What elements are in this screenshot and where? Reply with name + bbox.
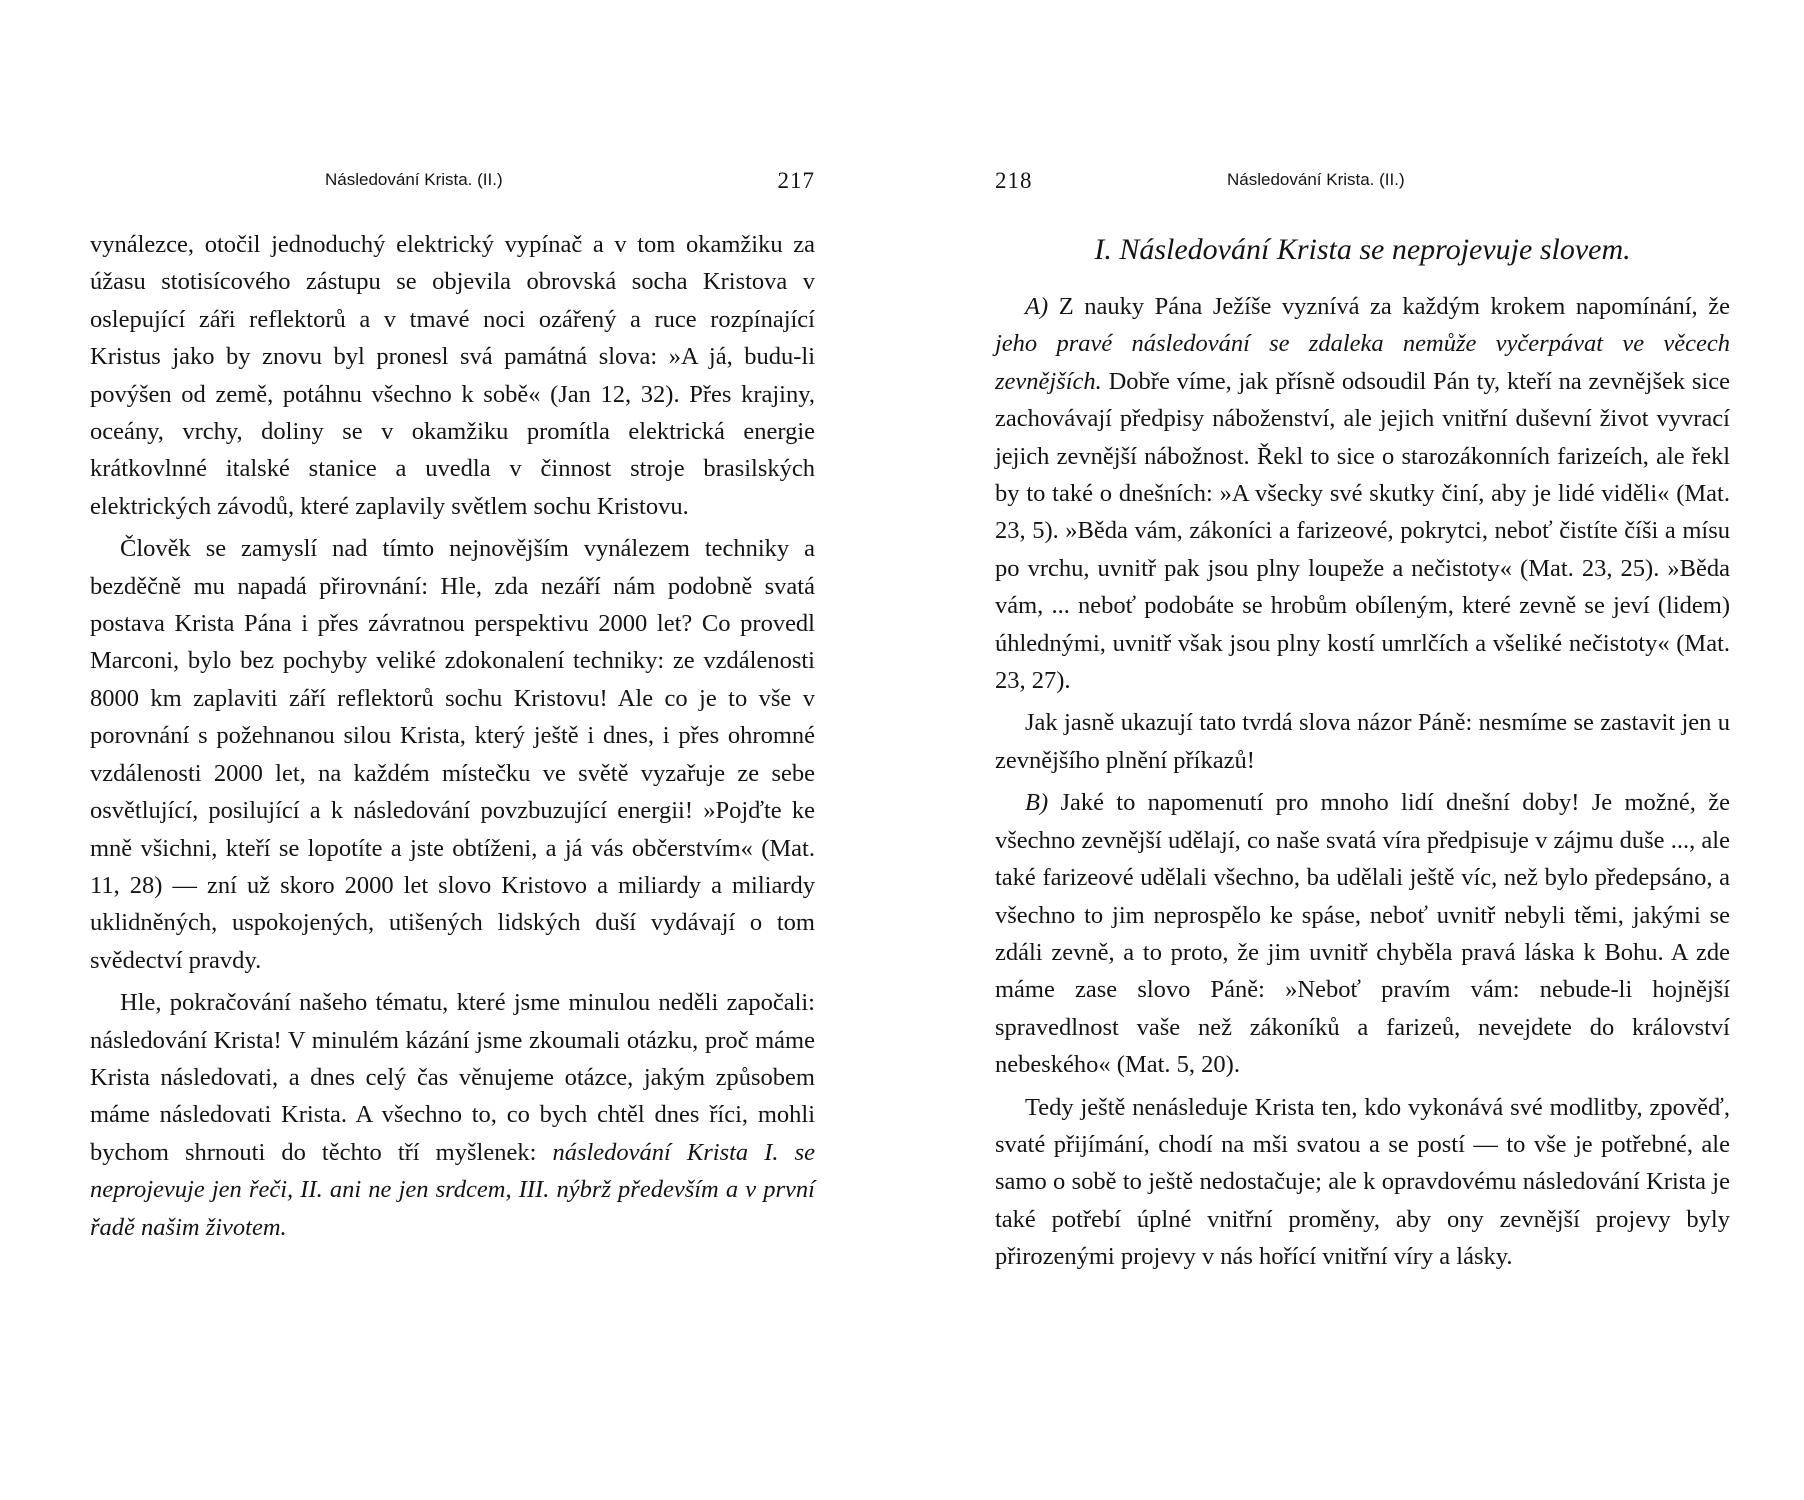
paragraph-italic: následování Krista I. se neprojevuje jen řeči, II. ani ne jen srdcem, III. nýbrž především a v první řadě našim životem. (90, 1138, 815, 1241)
page-body (90, 226, 815, 1251)
paragraph (90, 984, 815, 1246)
paragraph-italic: jeho pravé následování se zdaleka nemůže vyčerpávat ve věcech zevnějších. (995, 330, 1730, 395)
page-number: 217 (777, 168, 815, 193)
paragraph (995, 288, 1730, 699)
left-page (90, 0, 815, 1500)
header-title: Následování Krista. (II.) (1227, 170, 1405, 189)
paragraph-text: Jaké to napomenutí pro mnoho lidí dnešní doby! Je možné, že všechno zevnější udělají, co naše svatá víra předpisuje v zájmu duše ..., ale také farizeové udělali všechno, ba udělali ještě víc, než bylo předepsáno, a všechno to jim neprospělo ke spáse, neboť uvnitř nebyli těmi, jakými se zdáli zevně, a to proto, že jim uvnitř chyběla pravá láska k Bohu. A zde máme zase slovo Páně: »Neboť pravím vám: nebude-li hojnější spravedlnost vaše než zákoníků a farizeů, nevejdete do království nebeského« (Mat. 5, 20). (995, 789, 1730, 1079)
running-head (90, 168, 815, 198)
paragraph: Jak jasně ukazují tato tvrdá slova názor Páně: nesmíme se zastavit jen u zevnějšího plnění příkazů! (995, 709, 1730, 774)
paragraph: Člověk se zamyslí nad tímto nejnovějším vynálezem techniky a bezděčně mu napadá přirovnání: Hle, zda nezáří nám podobně svatá postava Krista Pána i přes závratnou perspektivu 2000 let? Co provedl Marconi, bylo bez pochyby veliké zdokonalení techniky: ze vzdálenosti 8000 km zaplaviti září reflektorů sochu Kristovu! Ale co je to vše v porovnání s požehnanou silou Krista, který ještě i dnes, i přes ohromné vzdálenosti 2000 let, na každém místečku ve světě vyzařuje ze sebe osvětlující, posilující a k následování povzbuzující energii! »Pojďte ke mně všichni, kteří se lopotíte a jste obtíženi, a já vás občerstvím« (Mat. 11, 28) — zní už skoro 2000 let slovo Kristovo a miliardy a miliardy uklidněných, uspokojených, utišených lidských duší vydávají o tom svědectví pravdy. (90, 535, 815, 974)
paragraph: Tedy ještě nenásleduje Krista ten, kdo vykonává své modlitby, zpověď, svaté přijímání, chodí na mši svatou a se postí — to vše je potřebné, ale samo o sobě to ještě nedostačuje; ale k opravdovému následování Krista je také potřebí úplné vnitřní proměny, aby ony zevnější projevy byly přirozenými projevy v nás hořící vnitřní víry a lásky. (995, 1093, 1730, 1271)
paragraph-text: Dobře víme, jak přísně odsoudil Pán ty, kteří na zevnějšek sice zachovávají předpisy náboženství, ale jejich vnitřní duševní život vyvrací jejich zevnější nábožnost. Řekl to sice o starozákonních farizeích, ale řekl by to také o dnešních: »A všecky své skutky činí, aby je lidé viděli« (Mat. 23, 5). »Běda vám, zákoníci a farizeové, pokrytci, neboť čistíte číši a mísu po vrchu, uvnitř pak jsou plny loupeže a nečistoty« (Mat. 23, 25). »Běda vám, ... neboť podobáte se hrobům obíleným, které zevně se jeví (lidem) úhlednými, uvnitř však jsou plny kostí umrlčích a všeliké nečistoty« (Mat. 23, 27). (995, 367, 1730, 695)
section-heading: I. Následování Krista se neprojevuje slovem. (1094, 233, 1631, 266)
paragraph-label: A) (1025, 293, 1049, 320)
paragraph: vynálezce, otočil jednoduchý elektrický vypínač a v tom okamžiku za úžasu stotisícového zástupu se objevila obrovská socha Kristova v oslepující záři reflektorů a v tmavé noci ozářený a ruce rozpínající Kristus jako by znovu byl pronesl svá památná slova: »A já, budu-li povýšen od země, potáhnu všechno k sobě« (Jan 12, 32). Přes krajiny, oceány, vrchy, doliny se v okamžiku promítla elektrická energie krátkovlnné italské stanice a uvedla v činnost stroje brasilských elektrických závodů, které zaplavily světlem sochu Kristovu. (90, 231, 815, 520)
paragraph (995, 784, 1730, 1083)
right-page (995, 0, 1730, 1500)
paragraph-label: B) (1025, 789, 1049, 817)
page-number: 218 (995, 168, 1033, 193)
header-title: Následování Krista. (II.) (325, 170, 503, 189)
running-head (995, 168, 1730, 198)
paragraph-text: Hle, pokračování našeho tématu, které jsme minulou neděli započali: následování Krista! V minulém kázání jsme zkoumali otázku, proč máme Krista následovati, a dnes celý čas věnujeme otázce, jakým způsobem máme následovati Krista. A všechno to, co bych chtěl dnes říci, mohli bychom shrnouti do těchto tří myšlenek: (90, 989, 815, 1166)
page-body (995, 226, 1730, 1281)
paragraph-text: Z nauky Pána Ježíše vyznívá za každým krokem napomínání, že (1048, 293, 1730, 320)
